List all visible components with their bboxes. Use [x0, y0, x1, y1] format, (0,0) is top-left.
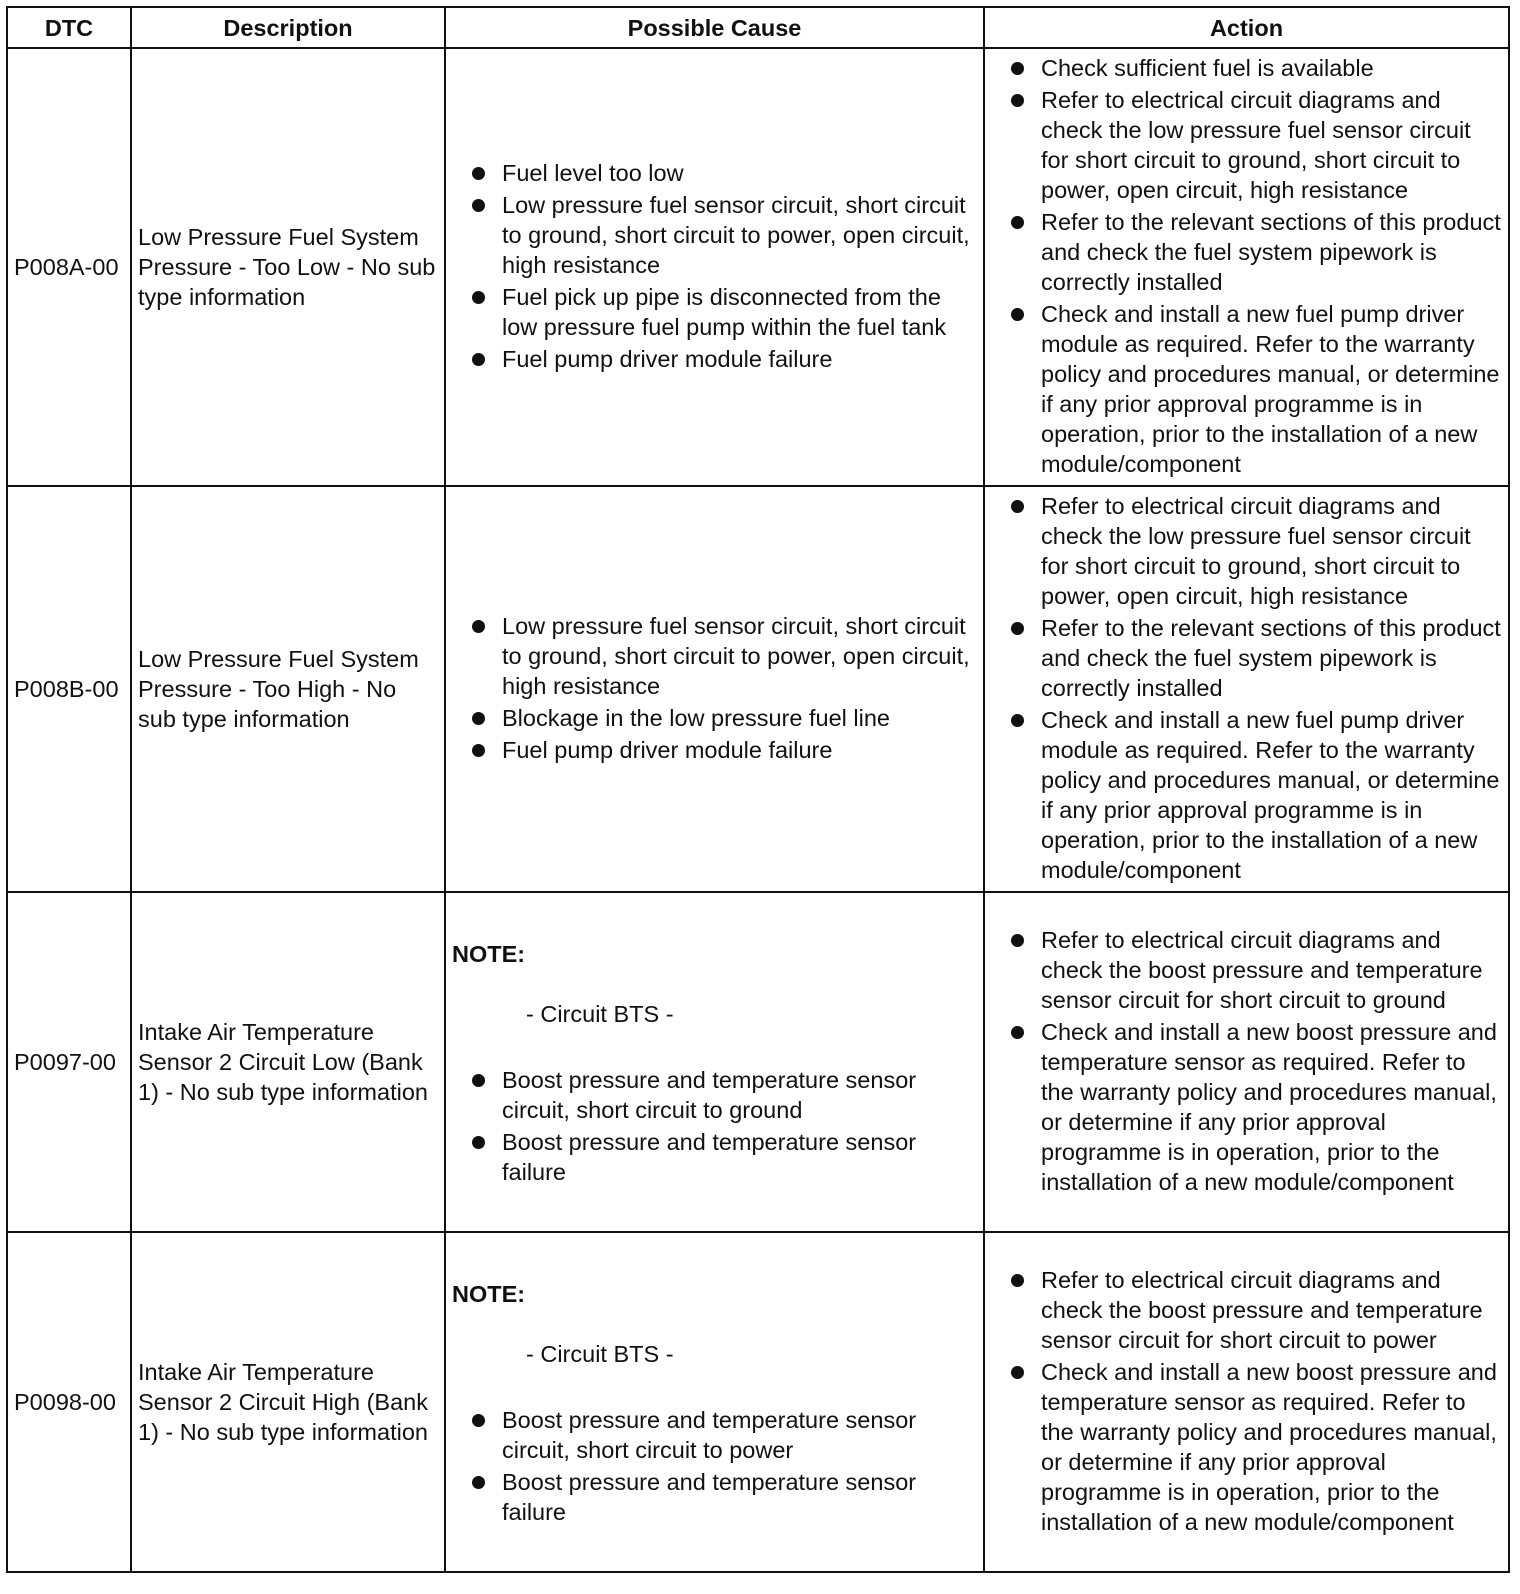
- list-item: [991, 613, 1502, 703]
- list-item: [452, 1405, 977, 1465]
- action-list: [991, 925, 1502, 1197]
- cause-text: Boost pressure and temperature sensor failure: [502, 1129, 917, 1185]
- action-text: Check and install a new fuel pump driver module as required. Refer to the warranty policy and procedures manual, or determine if any prior approval programme is in operation, prior to the installation of a new module/component: [1041, 301, 1500, 477]
- action-text: Refer to electrical circuit diagrams and check the low pressure fuel sensor circuit for short circuit to ground, short circuit to power, open circuit, high resistance: [1041, 87, 1471, 203]
- table-body: [7, 48, 1509, 1572]
- list-item: [452, 190, 977, 280]
- list-item: [991, 207, 1502, 297]
- list-item: [991, 1017, 1502, 1197]
- bullet-icon: [472, 167, 485, 180]
- header-possible-cause: Possible Cause: [445, 7, 984, 48]
- list-item: [991, 53, 1502, 83]
- cause-text: Low pressure fuel sensor circuit, short circuit to ground, short circuit to power, open circuit, high resistance: [502, 192, 970, 278]
- bullet-icon: [472, 620, 485, 633]
- bullet-icon: [1011, 1274, 1024, 1287]
- action-text: Refer to the relevant sections of this product and check the fuel system pipework is correctly installed: [1041, 615, 1501, 701]
- dtc-description: Intake Air Temperature Sensor 2 Circuit High (Bank 1) - No sub type information: [131, 1232, 445, 1572]
- list-item: [452, 282, 977, 342]
- bullet-icon: [1011, 500, 1024, 513]
- possible-cause-cell: [445, 486, 984, 892]
- dtc-description: Intake Air Temperature Sensor 2 Circuit Low (Bank 1) - No sub type information: [131, 892, 445, 1232]
- header-row: [7, 7, 1509, 48]
- bullet-icon: [472, 744, 485, 757]
- bullet-icon: [1011, 1026, 1024, 1039]
- list-item: [991, 491, 1502, 611]
- dtc-table: [6, 6, 1510, 1573]
- list-item: [452, 1467, 977, 1527]
- list-item: [991, 299, 1502, 479]
- list-item: [991, 925, 1502, 1015]
- list-item: [452, 703, 977, 733]
- list-item: [991, 1357, 1502, 1537]
- cause-text: Boost pressure and temperature sensor failure: [502, 1469, 917, 1525]
- bullet-icon: [1011, 1366, 1024, 1379]
- table-row: [7, 486, 1509, 892]
- bullet-icon: [472, 1074, 485, 1087]
- bullet-icon: [1011, 216, 1024, 229]
- list-item: [452, 1065, 977, 1125]
- cause-list: [452, 611, 977, 765]
- action-text: Check sufficient fuel is available: [1041, 55, 1374, 81]
- note-label: NOTE:: [452, 1281, 526, 1307]
- cause-list: [452, 1065, 977, 1187]
- header-description: Description: [131, 7, 445, 48]
- cause-text: Low pressure fuel sensor circuit, short circuit to ground, short circuit to power, open circuit, high resistance: [502, 613, 970, 699]
- action-text: Check and install a new fuel pump driver module as required. Refer to the warranty policy and procedures manual, or determine if any prior approval programme is in operation, prior to the installation of a new module/component: [1041, 707, 1500, 883]
- cause-text: Boost pressure and temperature sensor circuit, short circuit to ground: [502, 1067, 917, 1123]
- table-row: [7, 892, 1509, 1232]
- dtc-description: Low Pressure Fuel System Pressure - Too Low - No sub type information: [131, 48, 445, 486]
- cause-text: Fuel pump driver module failure: [502, 737, 833, 763]
- bullet-icon: [1011, 308, 1024, 321]
- bullet-icon: [472, 199, 485, 212]
- dtc-code: P008A-00: [7, 48, 131, 486]
- list-item: [452, 344, 977, 374]
- cause-text: Fuel pick up pipe is disconnected from the low pressure fuel pump within the fuel tank: [502, 284, 947, 340]
- action-text: Refer to the relevant sections of this product and check the fuel system pipework is correctly installed: [1041, 209, 1501, 295]
- cause-list: [452, 1405, 977, 1527]
- table-row: [7, 48, 1509, 486]
- action-cell: [984, 486, 1509, 892]
- list-item: [991, 1265, 1502, 1355]
- list-item: [991, 85, 1502, 205]
- note-text: - Circuit BTS -: [526, 1001, 674, 1027]
- bullet-icon: [472, 1414, 485, 1427]
- bullet-icon: [1011, 62, 1024, 75]
- dtc-code: P0097-00: [7, 892, 131, 1232]
- action-text: Check and install a new boost pressure and temperature sensor as required. Refer to the warranty policy and procedures manual, or determine if any prior approval programme is in operation, prior to the installation of a new module/component: [1041, 1359, 1497, 1535]
- action-text: Refer to electrical circuit diagrams and check the boost pressure and temperature sensor circuit for short circuit to power: [1041, 1267, 1483, 1353]
- action-text: Refer to electrical circuit diagrams and check the boost pressure and temperature sensor circuit for short circuit to ground: [1041, 927, 1483, 1013]
- header-dtc: DTC: [7, 7, 131, 48]
- list-item: [452, 735, 977, 765]
- bullet-icon: [472, 353, 485, 366]
- cause-text: Blockage in the low pressure fuel line: [502, 705, 890, 731]
- dtc-code: P0098-00: [7, 1232, 131, 1572]
- action-cell: [984, 892, 1509, 1232]
- cause-list: [452, 158, 977, 374]
- bullet-icon: [1011, 934, 1024, 947]
- table-header: [7, 7, 1509, 48]
- bullet-icon: [472, 712, 485, 725]
- table-row: [7, 1232, 1509, 1572]
- action-text: Check and install a new boost pressure and temperature sensor as required. Refer to the warranty policy and procedures manual, or determine if any prior approval programme is in operation, prior to the installation of a new module/component: [1041, 1019, 1497, 1195]
- bullet-icon: [1011, 622, 1024, 635]
- list-item: [452, 158, 977, 188]
- action-cell: [984, 48, 1509, 486]
- possible-cause-cell: [445, 48, 984, 486]
- list-item: [991, 705, 1502, 885]
- possible-cause-cell: [445, 892, 984, 1232]
- cause-text: Fuel pump driver module failure: [502, 346, 833, 372]
- bullet-icon: [472, 1476, 485, 1489]
- action-cell: [984, 1232, 1509, 1572]
- action-list: [991, 53, 1502, 479]
- list-item: [452, 1127, 977, 1187]
- cause-text: Boost pressure and temperature sensor circuit, short circuit to power: [502, 1407, 917, 1463]
- action-list: [991, 491, 1502, 885]
- bullet-icon: [1011, 94, 1024, 107]
- possible-cause-cell: [445, 1232, 984, 1572]
- dtc-code: P008B-00: [7, 486, 131, 892]
- list-item: [452, 611, 977, 701]
- action-list: [991, 1265, 1502, 1537]
- note-text: - Circuit BTS -: [526, 1341, 674, 1367]
- document-page: [6, 6, 1510, 1573]
- bullet-icon: [472, 1136, 485, 1149]
- bullet-icon: [472, 291, 485, 304]
- header-action: Action: [984, 7, 1509, 48]
- action-text: Refer to electrical circuit diagrams and check the low pressure fuel sensor circuit for short circuit to ground, short circuit to power, open circuit, high resistance: [1041, 493, 1471, 609]
- note-label: NOTE:: [452, 941, 526, 967]
- cause-text: Fuel level too low: [502, 160, 684, 186]
- bullet-icon: [1011, 714, 1024, 727]
- dtc-description: Low Pressure Fuel System Pressure - Too High - No sub type information: [131, 486, 445, 892]
